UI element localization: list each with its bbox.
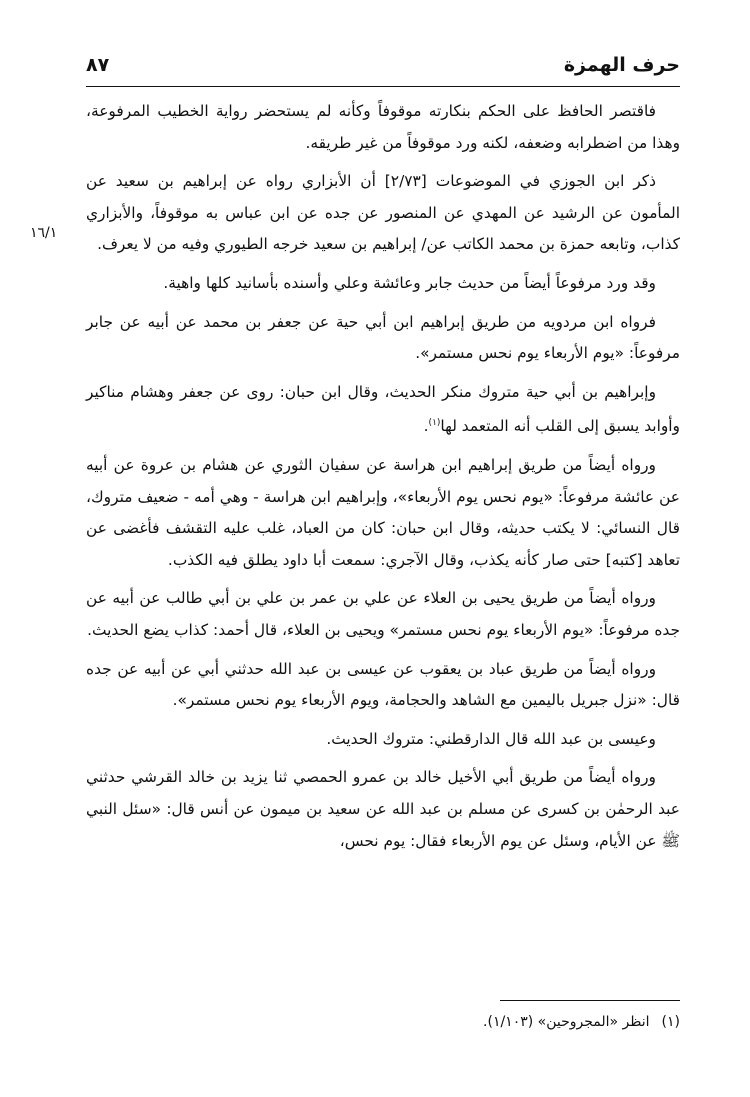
paragraph: وقد ورد مرفوعاً أيضاً من حديث جابر وعائشة وعلي وأسنده بأسانيد كلها واهية. xyxy=(163,273,656,292)
page-header xyxy=(86,52,680,84)
paragraph: فاقتصر الحافظ على الحكم بنكارته موقوفاً وكأنه لم يستحضر رواية الخطيب المرفوعة، وهذا من اضطرابه وضعفه، لكنه ورد موقوفاً من غير طريقه. xyxy=(86,102,680,152)
footnote-number: (١) xyxy=(661,1014,680,1030)
paragraph: ورواه أيضاً من طريق أبي الأخيل خالد بن عمرو الحمصي ثنا يزيد بن خالد القرشي حدثني عبد الرحمٰن بن كسرى عن مسلم بن عبد الله عن سعيد بن ميمون عن أنس قال: «سئل النبي ﷺ عن الأيام، وسئل عن يوم الأربعاء فقال: يوم نحس، xyxy=(86,768,680,850)
paragraph: فرواه ابن مردويه من طريق إبراهيم ابن أبي حية عن جعفر بن محمد عن أبيه عن جابر مرفوعاً: «يوم الأربعاء يوم نحس مستمر». xyxy=(86,312,680,363)
page-number: ٨٧ xyxy=(86,54,110,76)
paragraph-text: وإبراهيم بن أبي حية متروك منكر الحديث، وقال ابن حبان: روى عن جعفر وهشام مناكير وأوابد يسبق إلى القلب أنه المتعمد لها xyxy=(86,382,680,436)
footnote xyxy=(86,1010,680,1034)
footnote-text: انظر «المجروحين» (١/١٠٣). xyxy=(483,1014,650,1030)
paragraph: ورواه أيضاً من طريق يحيى بن العلاء عن علي بن عمر بن علي بن أبي طالب عن أبيه عن جده مرفوعاً: «يوم الأربعاء يوم نحس مستمر» ويحيى بن العلاء، قال أحمد: كذاب يضع الحديث. xyxy=(86,589,680,640)
paragraph: ورواه أيضاً من طريق إبراهيم ابن هراسة عن سفيان الثوري عن هشام بن عروة عن أبيه عن عائشة مرفوعاً: «يوم نحس يوم الأربعاء»، وإبراهيم ابن هراسة - وهي أمه - ضعيف متروك، قال النسائي: لا يكتب حديثه، وقال ابن حبان: كان من العباد، غلب عليه التقشف فأغضى عن تعاهد [كتبه] حتى صار كأنه يكذب، وقال الآجري: سمعت أبا داود يطلق فيه الكذب. xyxy=(86,456,680,569)
paragraph: ذكر ابن الجوزي في الموضوعات [٢/٧٣] أن الأبزاري رواه عن إبراهيم بن سعيد عن المأمون عن الرشيد عن المهدي عن المنصور عن جده عن ابن عباس به موقوفاً، والأبزاري كذاب، وتابعه حمزة بن محمد الكاتب عن/ إبراهيم بن سعيد خرجه الطيوري وفيه من لا يعرف. xyxy=(86,172,680,254)
main-text xyxy=(86,96,680,864)
chapter-title: حرف الهمزة xyxy=(563,54,680,76)
footnote-marker: (١) xyxy=(428,418,441,429)
margin-reference: ١٦/١ xyxy=(30,225,58,241)
paragraph: وعيسى بن عبد الله قال الدارقطني: متروك الحديث. xyxy=(326,729,656,748)
footnote-divider xyxy=(500,1000,680,1001)
paragraph: ورواه أيضاً من طريق عباد بن يعقوب عن عيسى بن عبد الله حدثني أبي عن أبيه عن جده قال: «نزل جبريل باليمين مع الشاهد والحجامة، ويوم الأربعاء يوم نحس مستمر». xyxy=(86,659,680,710)
header-divider xyxy=(86,86,680,87)
paragraph-with-footnote: وإبراهيم بن أبي حية متروك منكر الحديث، وقال ابن حبان: روى عن جعفر وهشام مناكير وأوابد يسبق إلى القلب أنه المتعمد لها$^{(١)}$. xyxy=(86,382,680,436)
